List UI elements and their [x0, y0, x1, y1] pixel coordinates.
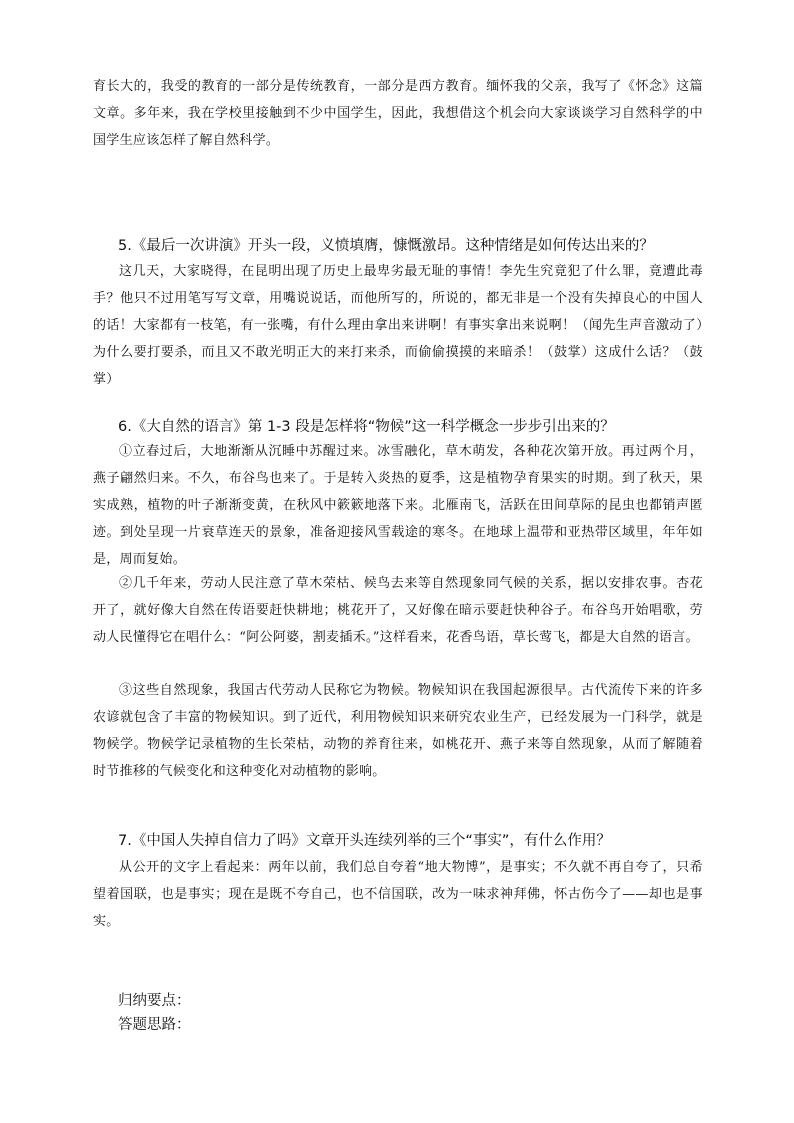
question-6-title: 6.《大自然的语言》第 1-3 段是怎样将“物候”这一科学概念一步步引出来的？ — [118, 419, 615, 435]
question-6-paragraph-2: ②几千年来，劳动人民注意了草木荣枯、候鸟去来等自然现象同气候的关系，据以安排农事。杏花开了，就好像大自然在传语要赶快耕地；桃花开了，又好像在暗示要赶快种谷子。布谷鸟开始唱歌，劳动人民懂得它在唱什么：“阿公阿婆，割麦插禾。”这样看来，花香鸟语，草长莺飞，都是大自然的语言。 — [93, 576, 703, 645]
question-7-passage: 从公开的文字上看起来：两年以前，我们总自夸着“地大物博”，是事实；不久就不再自夸了，只希望着国联，也是事实；现在是既不夸自己，也不信国联，改为一味求神拜佛，怀古伤今了——却也是事实。 — [93, 860, 703, 929]
question-7-title: 7.《中国人失掉自信力了吗》文章开头连续列举的三个“事实”，有什么作用？ — [118, 833, 611, 849]
intro-paragraph: 育长大的，我受的教育的一部分是传统教育，一部分是西方教育。缅怀我的父亲，我写了《怀念》这篇文章。多年来，我在学校里接触到不少中国学生，因此，我想借这个机会向大家谈谈学习自然科学的中国学生应该怎样了解自然科学。 — [93, 79, 703, 148]
question-6-paragraph-3: ③这些自然现象，我国古代劳动人民称它为物候。物候知识在我国起源很早。古代流传下来的许多农谚就包含了丰富的物候知识。到了近代，利用物候知识来研究农业生产，已经发展为一门科学，就是物候学。物候学记录植物的生长荣枯，动物的养育往来，如桃花开、燕子来等自然现象，从而了解随着时节推移的气候变化和这种变化对动植物的影响。 — [93, 683, 703, 779]
question-6-paragraph-1: ①立春过后，大地渐渐从沉睡中苏醒过来。冰雪融化，草木萌发，各种花次第开放。再过两个月，燕子翩然归来。不久，布谷鸟也来了。于是转入炎热的夏季，这是植物孕育果实的时期。到了秋天，果实成熟，植物的叶子渐渐变黄，在秋风中簌簌地落下来。北雁南飞，活跃在田间草际的昆虫也都销声匿迹。到处呈现一片衰草连天的景象，准备迎接风雪载途的寒冬。在地球上温带和亚热带区域里，年年如是，周而复始。 — [93, 444, 703, 567]
summary-points-label: 归纳要点： — [118, 993, 191, 1009]
question-5-title: 5.《最后一次讲演》开头一段，义愤填膺，慷慨激昂。这种情绪是如何传达出来的？ — [118, 238, 654, 254]
question-5-passage: 这几天，大家晓得，在昆明出现了历史上最卑劣最无耻的事情！李先生究竟犯了什么罪，竟遭此毒手？他只不过用笔写写文章，用嘴说说话，而他所写的，所说的，都无非是一个没有失掉良心的中国人的话！大家都有一枝笔，有一张嘴，有什么理由拿出来讲啊！有事实拿出来说啊！（闻先生声音激动了）为什么要打要杀，而且又不敢光明正大的来打来杀，而偷偷摸摸的来暗杀！（鼓掌）这成什么话？（鼓掌） — [93, 264, 703, 387]
summary-approach-label: 答题思路： — [118, 1017, 191, 1033]
